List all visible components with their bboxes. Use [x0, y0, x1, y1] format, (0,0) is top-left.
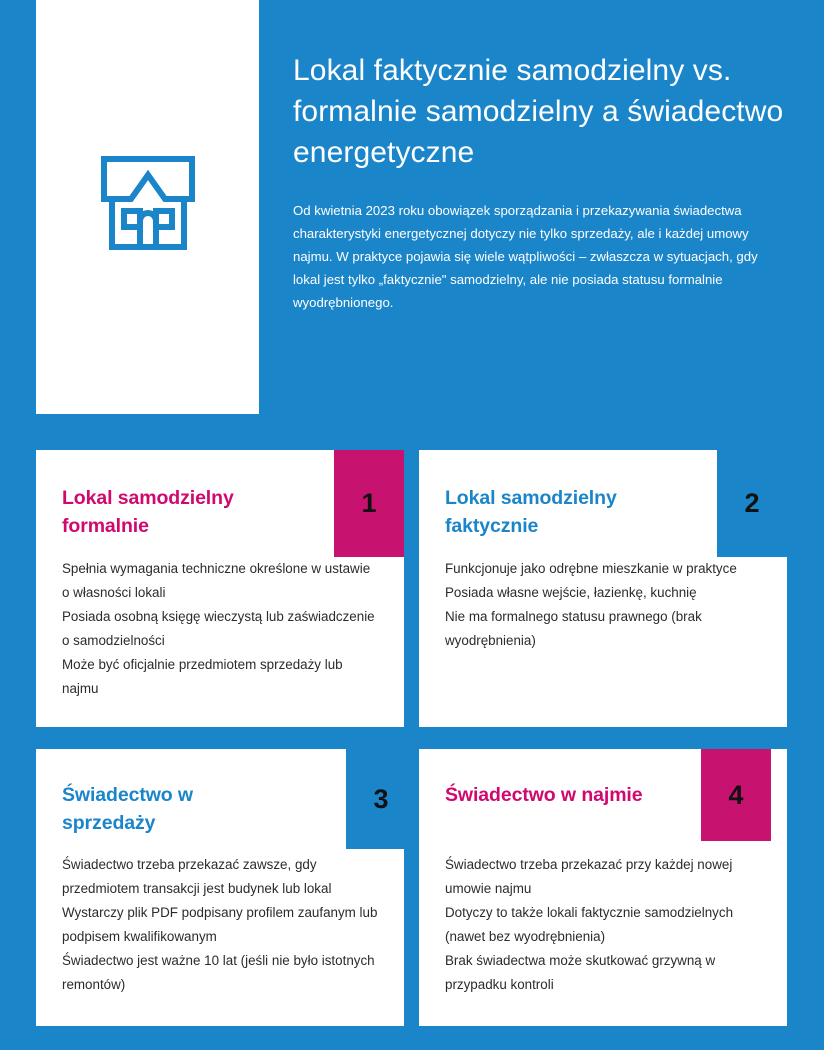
card-1[interactable] [36, 450, 404, 727]
list-item: Dotyczy to także lokali faktycznie samodzielnych (nawet bez wyodrębnienia) [445, 905, 734, 944]
list-item: Świadectwo trzeba przekazać zawsze, gdy przedmiotem transakcji jest budynek lub lokal [62, 857, 332, 896]
card-1-body [36, 557, 404, 727]
list-item: Funkcjonuje jako odrębne mieszkanie w praktyce [445, 561, 737, 576]
card-row-1 [36, 450, 788, 727]
card-4-number-badge: 4 [701, 749, 771, 841]
list-item: Posiada osobną księgę wieczystą lub zaświadczenie o samodzielności [62, 609, 375, 648]
card-row-2 [36, 749, 788, 1026]
card-2-title: Lokal samodzielny faktycznie [445, 487, 617, 537]
list-item: Świadectwo trzeba przekazać przy każdej nowej umowie najmu [445, 857, 733, 896]
card-4[interactable] [419, 749, 787, 1026]
card-1-number-badge: 1 [334, 450, 404, 557]
list-item: Spełnia wymagania techniczne określone w ustawie o własności lokali [62, 561, 371, 600]
intro-paragraph: Od kwietnia 2023 roku obowiązek sporządzania i przekazywania świadectwa charakterystyki energetycznej dotyczy nie tylko sprzedaży, ale i każdej umowy najmu. W praktyce pojawia się wiele wątpliwości – zwłaszcza w sytuacjach, gdy lokal jest tylko „faktycznie" samodzielny, ale nie posiada statusu formalnie wyodrębnionego. [293, 203, 758, 310]
list-item: Posiada własne wejście, łazienkę, kuchnię [445, 585, 697, 600]
card-4-header [419, 749, 787, 849]
list-item: Nie ma formalnego statusu prawnego (brak wyodrębnienia) [445, 609, 702, 648]
card-2-body [419, 557, 787, 679]
card-3[interactable] [36, 749, 404, 1026]
card-2-number-badge: 2 [717, 450, 787, 557]
card-1-title: Lokal samodzielny formalnie [62, 487, 234, 537]
card-4-title: Świadectwo w najmie [445, 784, 643, 806]
card-2[interactable] [419, 450, 787, 727]
page-title: Lokal faktycznie samodzielny vs. formalnie samodzielny a świadectwo energetyczne [293, 54, 784, 169]
card-4-body [419, 849, 787, 1023]
list-item: Może być oficjalnie przedmiotem sprzedaży lub najmu [62, 657, 343, 696]
card-3-title: Świadectwo w sprzedaży [62, 784, 193, 834]
card-3-header [36, 749, 404, 849]
card-2-header [419, 450, 787, 557]
card-grid [36, 450, 788, 1026]
card-3-body [36, 849, 404, 1023]
card-3-number-badge: 3 [346, 749, 416, 849]
list-item: Wystarczy plik PDF podpisany profilem zaufanym lub podpisem kwalifikowanym [62, 905, 378, 944]
hero-text-block [293, 50, 793, 314]
house-icon [96, 153, 200, 262]
list-item: Brak świadectwa może skutkować grzywną w przypadku kontroli [445, 953, 716, 992]
card-1-header [36, 450, 404, 557]
hero-icon-panel [36, 0, 259, 414]
list-item: Świadectwo jest ważne 10 lat (jeśli nie było istotnych remontów) [62, 953, 375, 992]
